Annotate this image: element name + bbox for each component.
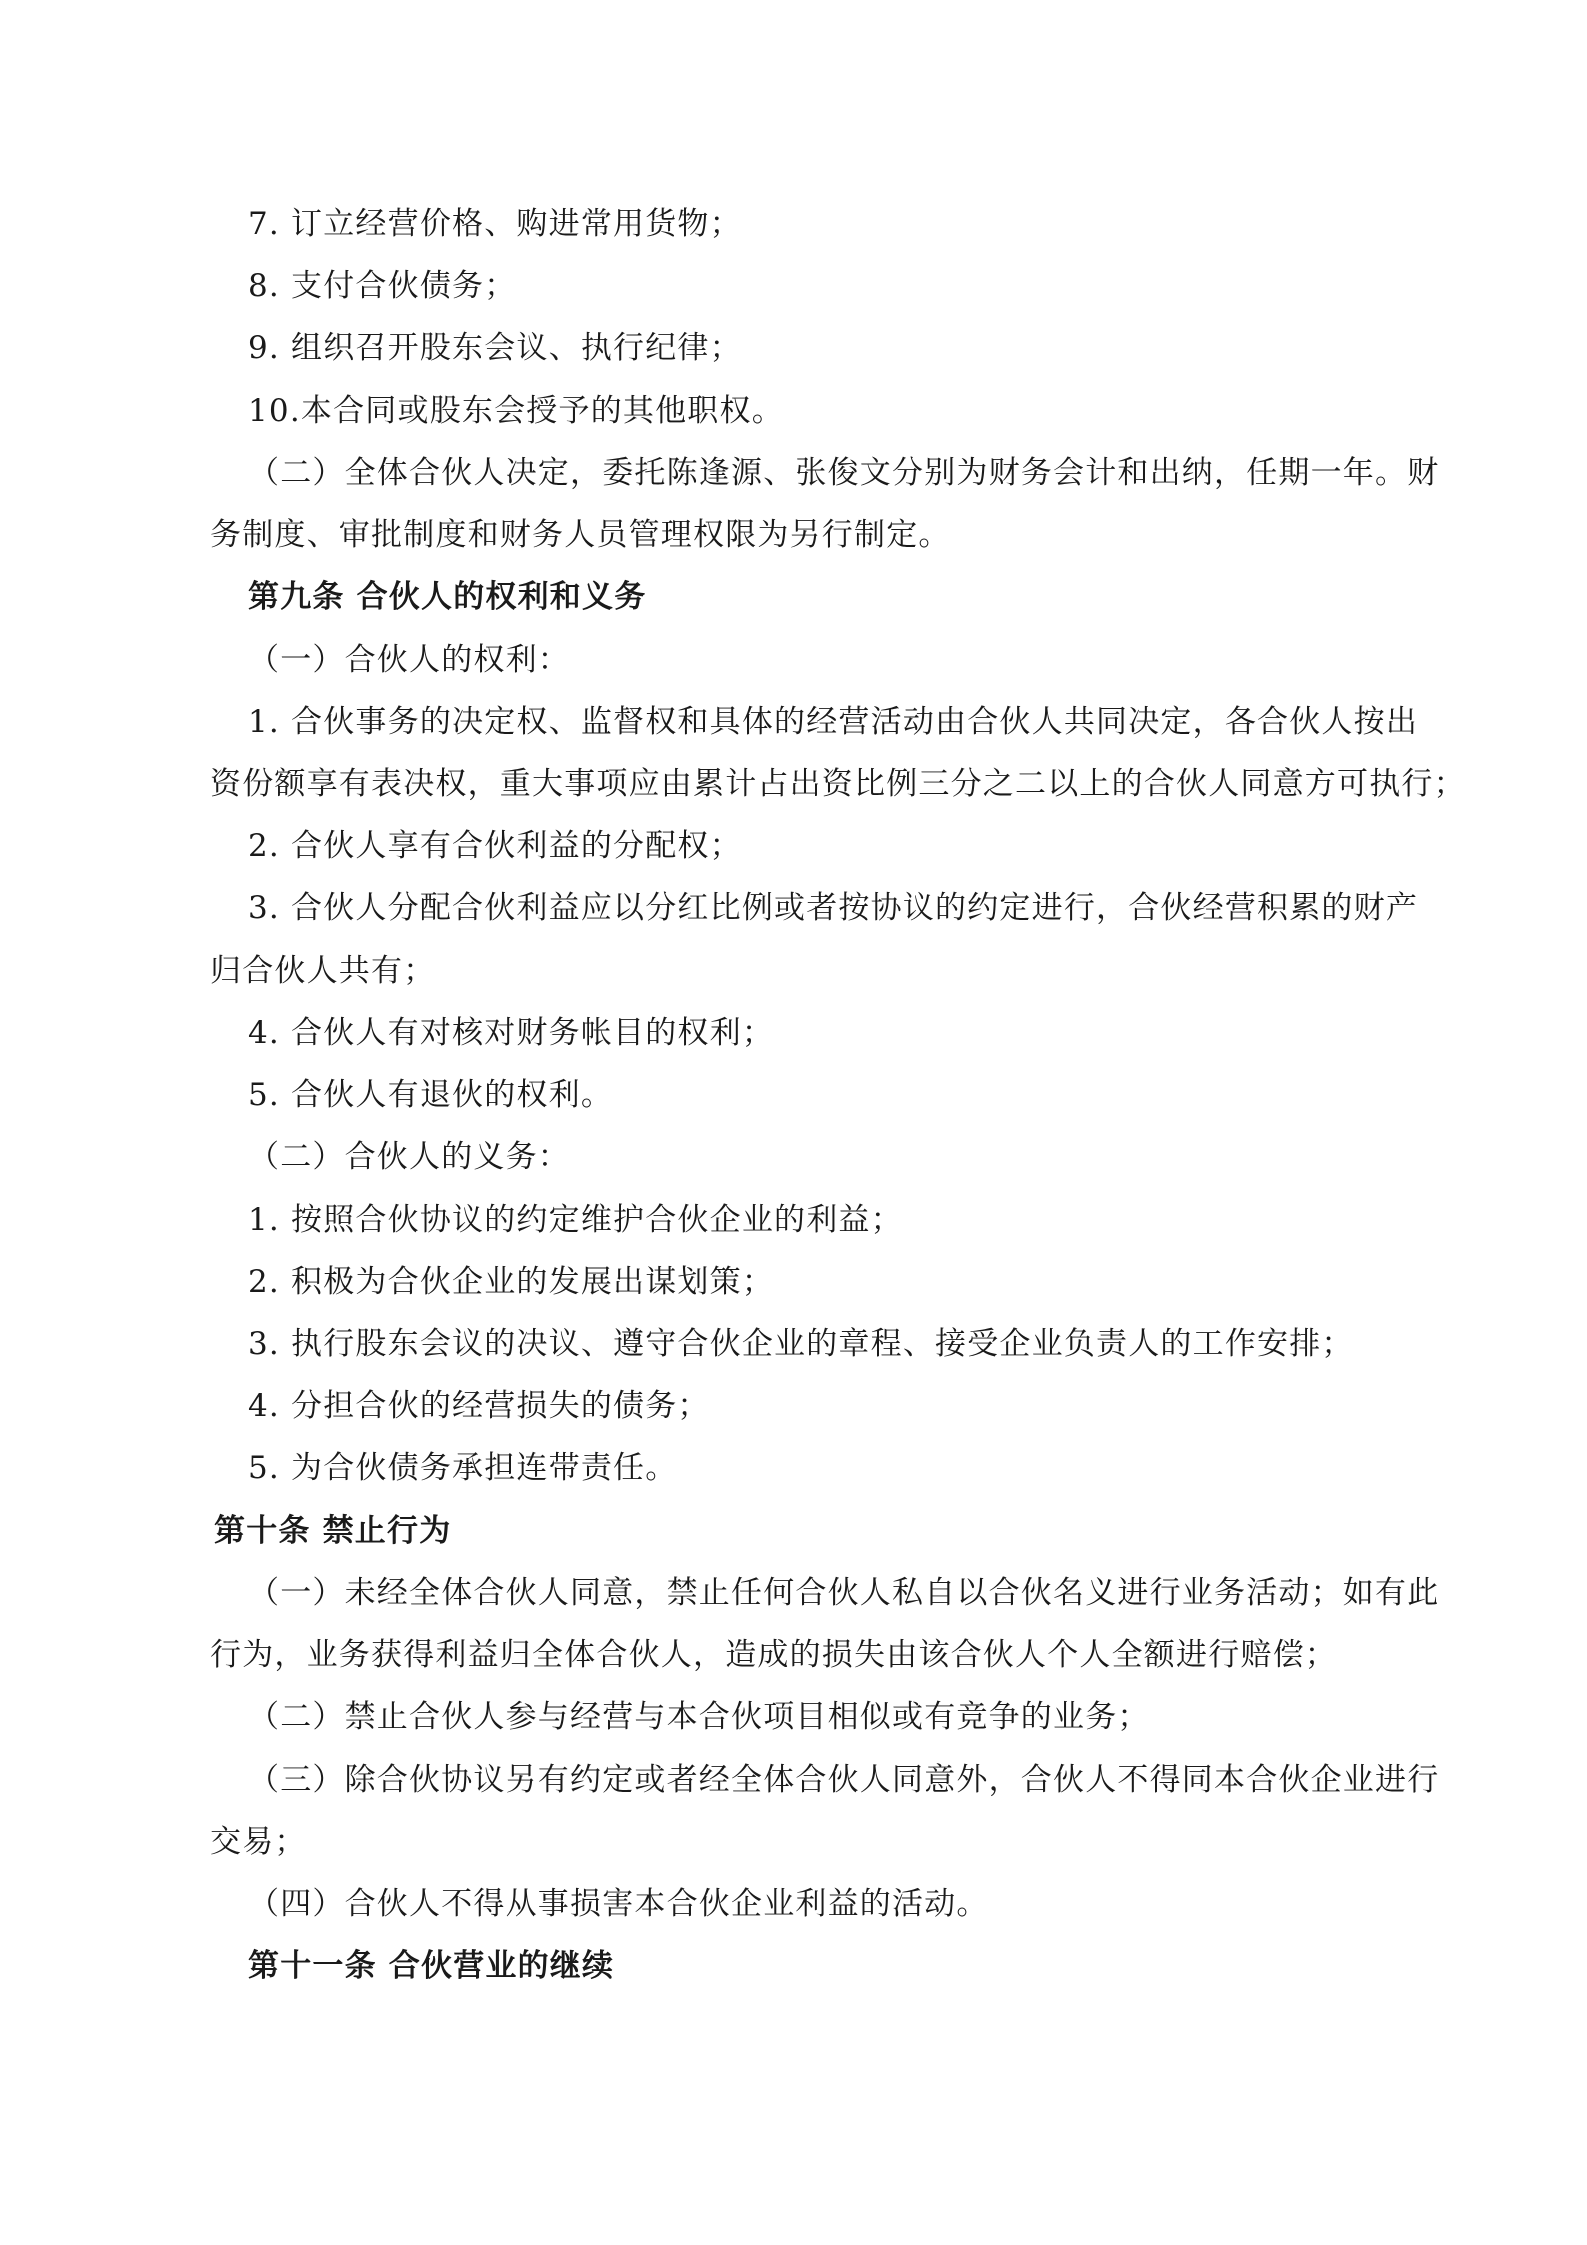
prohibition-4: （四）合伙人不得从事损害本合伙企业利益的活动。 xyxy=(248,1886,989,1922)
duties-item-1: 1. 按照合伙协议的约定维护合伙企业的利益； xyxy=(248,1202,903,1238)
prohibition-3-line-1: （三）除合伙协议另有约定或者经全体合伙人同意外，合伙人不得同本合伙企业进行 xyxy=(248,1762,1440,1798)
subsection-duties-heading: （二）合伙人的义务： xyxy=(248,1139,570,1175)
list-item-7: 7. 订立经营价格、购进常用货物； xyxy=(248,206,742,242)
rights-item-1-line-1: 1. 合伙事务的决定权、监督权和具体的经营活动由合伙人共同决定，各合伙人按出 xyxy=(248,704,1419,740)
article-11-heading: 第十一条 合伙营业的继续 xyxy=(248,1948,615,1984)
rights-item-3-line-1: 3. 合伙人分配合伙利益应以分红比例或者按协议的约定进行，合伙经营积累的财产 xyxy=(248,890,1419,926)
paragraph-finance-2: 务制度、审批制度和财务人员管理权限为另行制定。 xyxy=(210,517,951,553)
duties-item-2: 2. 积极为合伙企业的发展出谋划策； xyxy=(248,1264,775,1300)
list-item-10: 10.本合同或股东会授予的其他职权。 xyxy=(248,393,784,429)
rights-item-2: 2. 合伙人享有合伙利益的分配权； xyxy=(248,828,742,864)
article-9-heading: 第九条 合伙人的权利和义务 xyxy=(248,579,647,615)
prohibition-3-line-2: 交易； xyxy=(210,1824,307,1860)
rights-item-1-line-2: 资份额享有表决权，重大事项应由累计占出资比例三分之二以上的合伙人同意方可执行； xyxy=(210,766,1466,802)
list-item-8: 8. 支付合伙债务； xyxy=(248,268,517,304)
prohibition-1-line-2: 行为，业务获得利益归全体合伙人，造成的损失由该合伙人个人全额进行赔偿； xyxy=(210,1637,1337,1673)
rights-item-4: 4. 合伙人有对核对财务帐目的权利； xyxy=(248,1015,775,1051)
duties-item-4: 4. 分担合伙的经营损失的债务； xyxy=(248,1388,710,1424)
duties-item-5: 5. 为合伙债务承担连带责任。 xyxy=(248,1450,678,1486)
list-item-9: 9. 组织召开股东会议、执行纪律； xyxy=(248,330,742,366)
duties-item-3: 3. 执行股东会议的决议、遵守合伙企业的章程、接受企业负责人的工作安排； xyxy=(248,1326,1354,1362)
prohibition-1-line-1: （一）未经全体合伙人同意，禁止任何合伙人私自以合伙名义进行业务活动；如有此 xyxy=(248,1575,1440,1611)
subsection-rights-heading: （一）合伙人的权利： xyxy=(248,642,570,678)
rights-item-3-line-2: 归合伙人共有； xyxy=(210,953,436,989)
prohibition-2: （二）禁止合伙人参与经营与本合伙项目相似或有竞争的业务； xyxy=(248,1699,1150,1735)
article-10-heading: 第十条 禁止行为 xyxy=(214,1513,452,1549)
paragraph-finance-1: （二）全体合伙人决定，委托陈逢源、张俊文分别为财务会计和出纳，任期一年。财 xyxy=(248,455,1440,491)
rights-item-5: 5. 合伙人有退伙的权利。 xyxy=(248,1077,614,1113)
